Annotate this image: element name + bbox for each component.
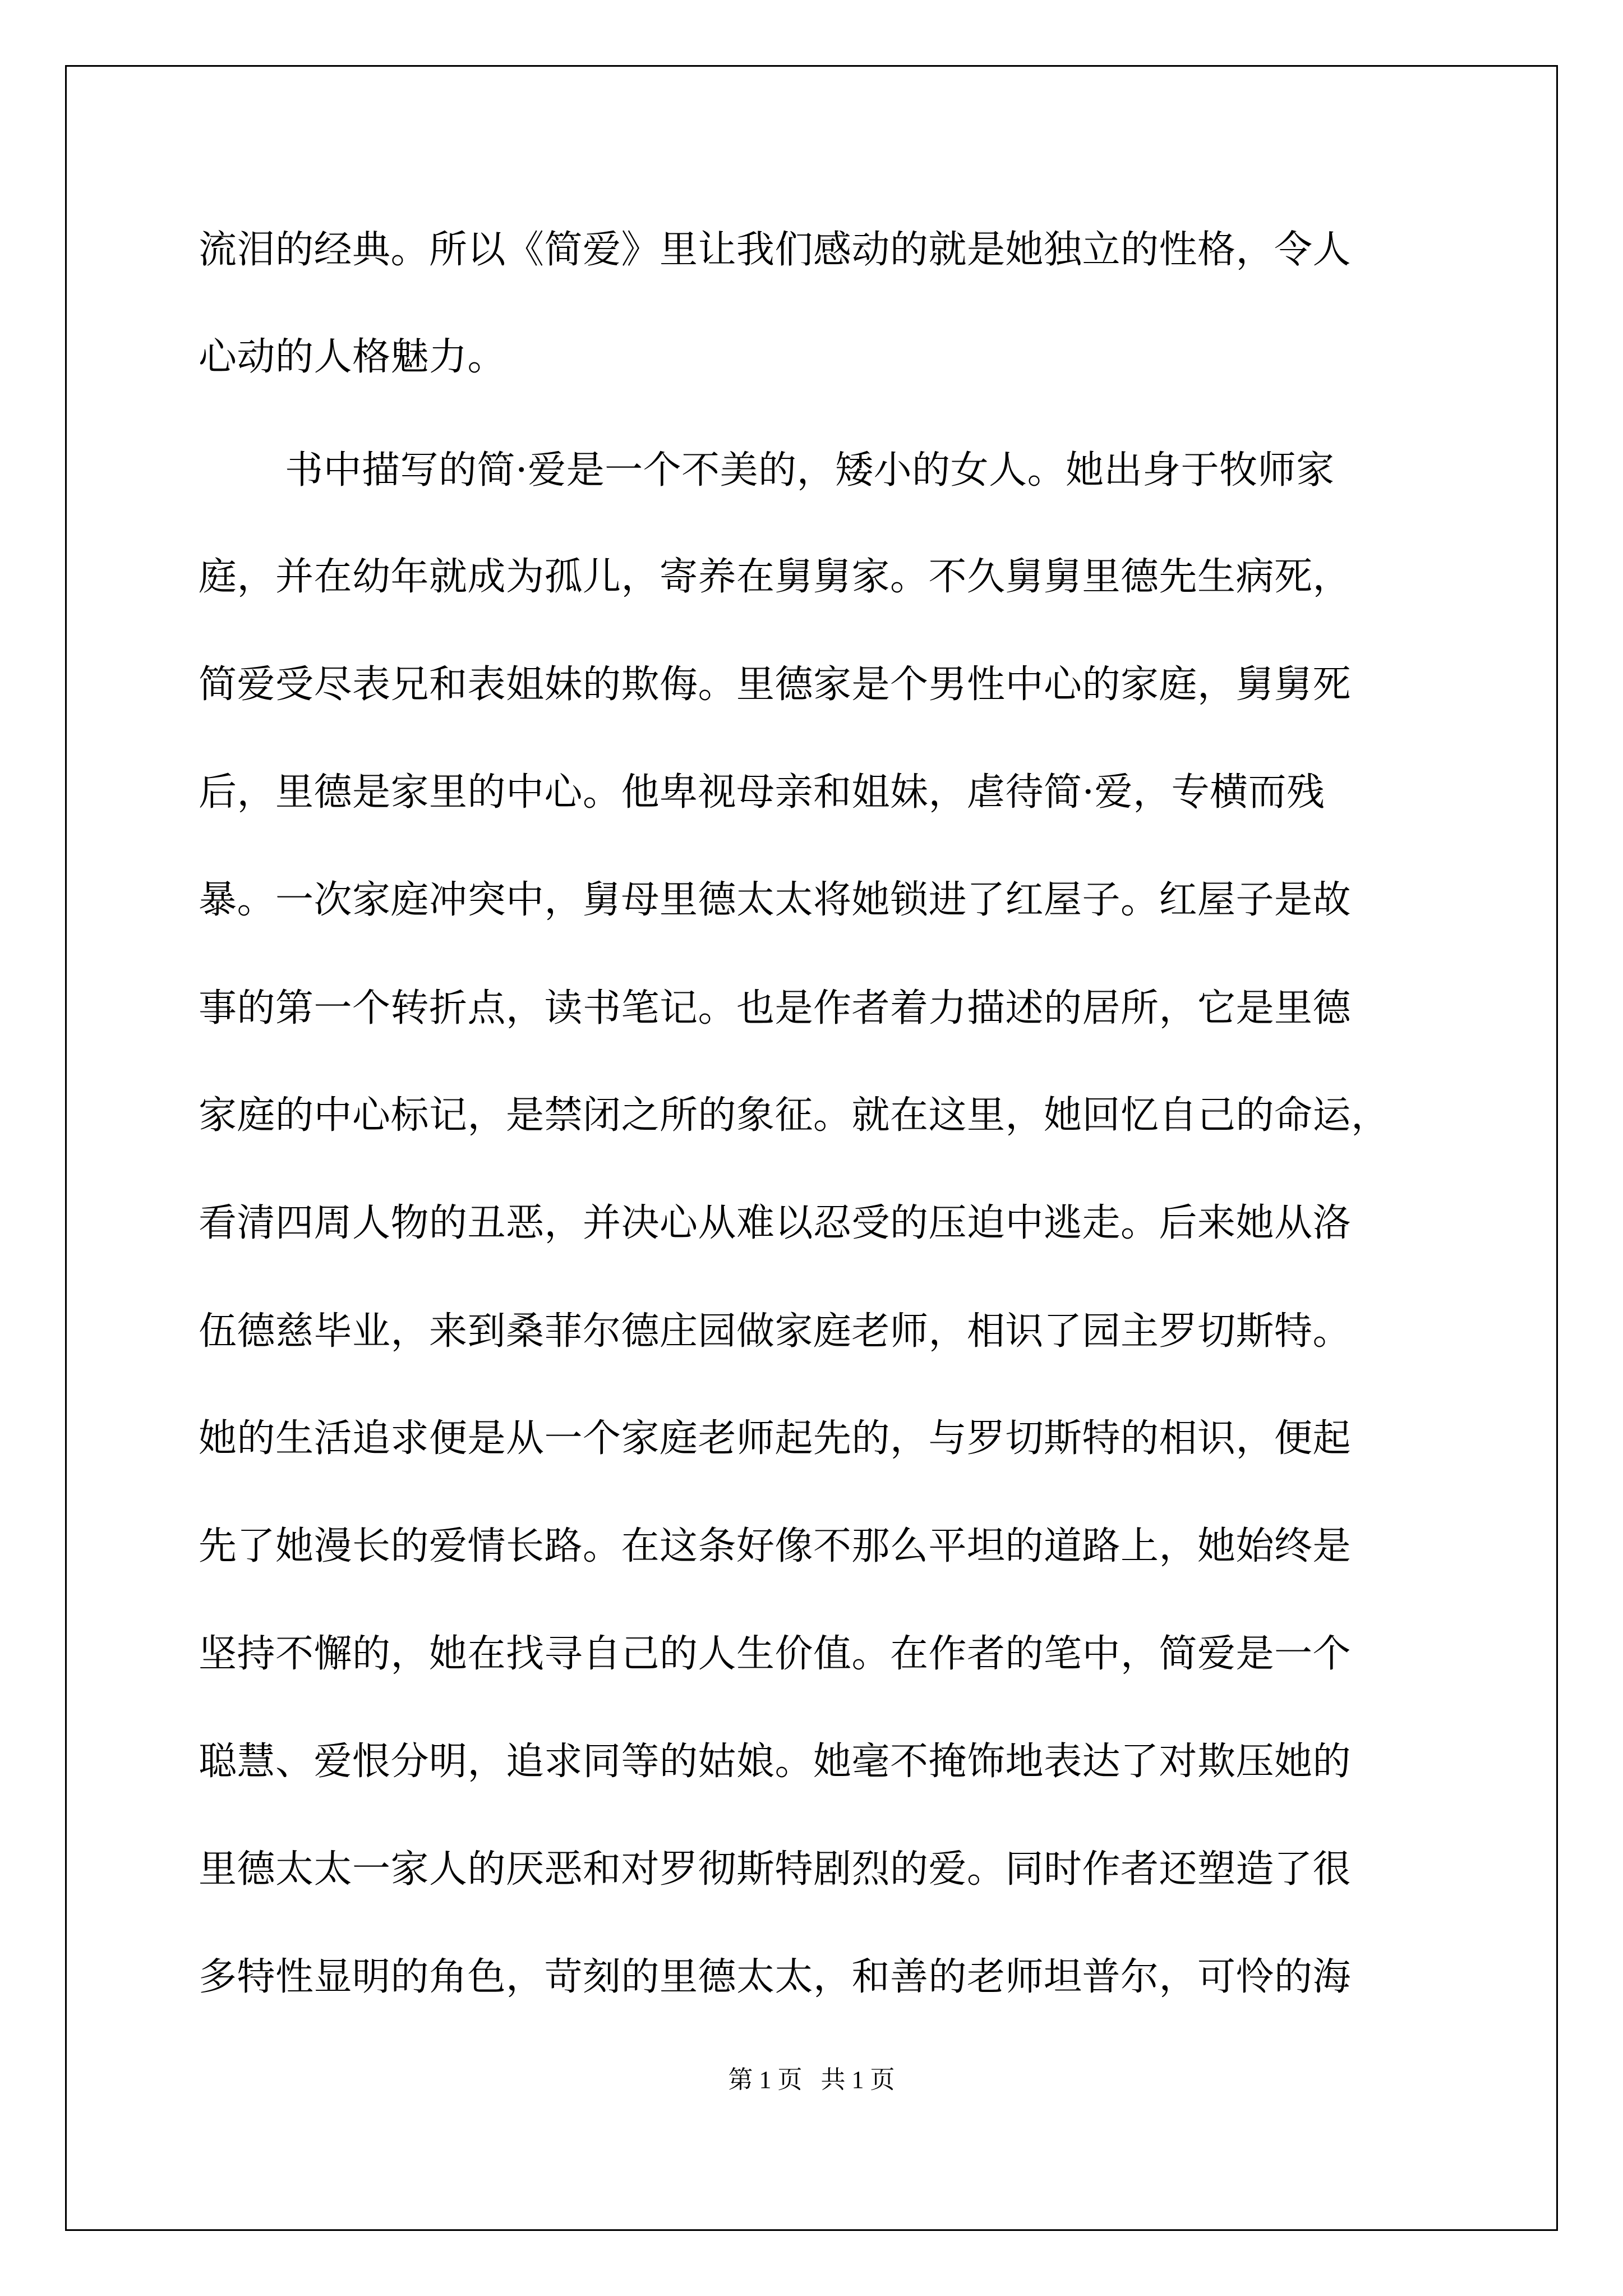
text-line-17: 多特性显明的角色，苛刻的里德太太，和善的老师坦普尔，可怜的海 — [199, 1955, 1352, 1999]
text-line-5: 简爱受尽表兄和表姐妹的欺侮。里德家是个男性中心的家庭，舅舅死 — [199, 662, 1352, 707]
text-line-8: 事的第一个转折点，读书笔记。也是作者着力描述的居所，它是里德 — [199, 986, 1352, 1030]
page-number-footer: 第 1 页 共 1 页 — [728, 2066, 895, 2093]
text-line-16: 里德太太一家人的厌恶和对罗彻斯特剧烈的爱。同时作者还塑造了很 — [199, 1847, 1352, 1892]
text-line-10: 看清四周人物的丑恶，并决心从难以忍受的压迫中逃走。后来她从洛 — [199, 1201, 1352, 1245]
text-line-11: 伍德慈毕业，来到桑菲尔德庄园做家庭老师，相识了园主罗切斯特。 — [199, 1309, 1352, 1354]
text-line-15: 聪慧、爱恨分明，追求同等的姑娘。她毫不掩饰地表达了对欺压她的 — [199, 1740, 1352, 1784]
text-line-4: 庭，并在幼年就成为孤儿，寄养在舅舅家。不久舅舅里德先生病死， — [199, 555, 1352, 599]
text-line-6: 后，里德是家里的中心。他卑视母亲和姐妹，虐待简·爱，专横而残 — [199, 770, 1325, 815]
text-line-12: 她的生活追求便是从一个家庭老师起先的，与罗切斯特的相识，便起 — [199, 1416, 1352, 1461]
text-line-1: 流泪的经典。所以《简爱》里让我们感动的就是她独立的性格，令人 — [199, 228, 1352, 272]
text-line-7: 暴。一次家庭冲突中，舅母里德太太将她锁进了红屋子。红屋子是故 — [199, 878, 1352, 922]
text-line-14: 坚持不懈的，她在找寻自己的人生价值。在作者的笔中，简爱是一个 — [199, 1632, 1352, 1676]
text-line-9: 家庭的中心标记，是禁闭之所的象征。就在这里，她回忆自己的命运， — [199, 1093, 1390, 1138]
page-border — [65, 65, 1558, 2231]
text-line-2: 心动的人格魅力。 — [199, 335, 506, 379]
text-line-3: 书中描写的简·爱是一个不美的，矮小的女人。她出身于牧师家 — [285, 448, 1335, 493]
text-line-13: 先了她漫长的爱情长路。在这条好像不那么平坦的道路上，她始终是 — [199, 1524, 1352, 1568]
